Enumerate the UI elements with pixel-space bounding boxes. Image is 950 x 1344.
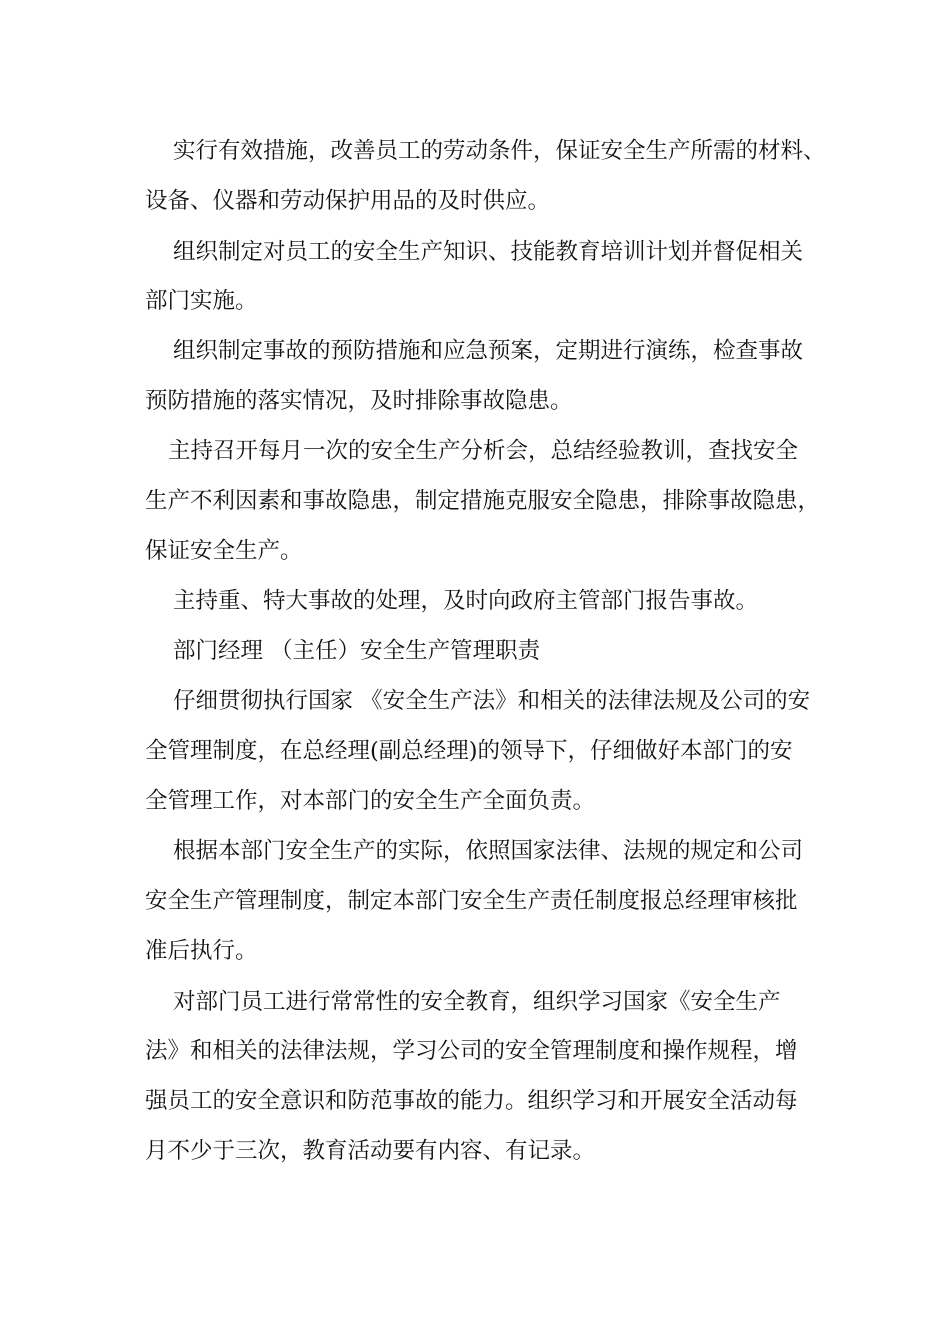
text-line: 强员工的安全意识和防范事故的能力。组织学习和开展安全活动每 <box>145 1088 798 1114</box>
text-line: 保证安全生产。 <box>145 538 303 564</box>
text-line: 对部门员工进行常常性的安全教育，组织学习国家《安全生产 <box>173 989 781 1015</box>
text-line: 主持重、特大事故的处理，及时向政府主管部门报告事故。 <box>173 588 759 614</box>
text-line: 月不少于三次，教育活动要有内容、有记录。 <box>145 1138 596 1164</box>
text-line: 设备、仪器和劳动保护用品的及时供应。 <box>145 188 551 214</box>
text-line: 根据本部门安全生产的实际，依照国家法律、法规的规定和公司 <box>173 838 804 864</box>
text-line: 组织制定事故的预防措施和应急预案，定期进行演练，检查事故 <box>173 338 804 364</box>
section-heading: 部门经理 （主任）安全生产管理职责 <box>173 638 541 664</box>
text-line: 组织制定对员工的安全生产知识、技能教育培训计划并督促相关 <box>173 239 804 265</box>
text-line: 法》和相关的法律法规，学习公司的安全管理制度和操作规程，增 <box>145 1038 798 1064</box>
text-line: 主持召开每月一次的安全生产分析会，总结经验教训，查找安全 <box>168 438 799 464</box>
text-line: 安全生产管理制度，制定本部门安全生产责任制度报总经理审核批 <box>145 888 798 914</box>
text-line: 全管理工作，对本部门的安全生产全面负责。 <box>145 788 596 814</box>
text-line: 仔细贯彻执行国家 《安全生产法》和相关的法律法规及公司的安 <box>173 688 811 714</box>
text-line: 准后执行。 <box>145 938 258 964</box>
text-line: 部门实施。 <box>145 288 258 314</box>
text-line: 预防措施的落实情况，及时排除事故隐患。 <box>145 388 573 414</box>
text-line: 全管理制度，在总经理(副总经理)的领导下，仔细做好本部门的安 <box>145 738 793 764</box>
text-line: 实行有效措施，改善员工的劳动条件，保证安全生产所需的材料、 <box>173 138 826 164</box>
text-line: 生产不利因素和事故隐患，制定措施克服安全隐患，排除事故隐患， <box>145 488 821 514</box>
